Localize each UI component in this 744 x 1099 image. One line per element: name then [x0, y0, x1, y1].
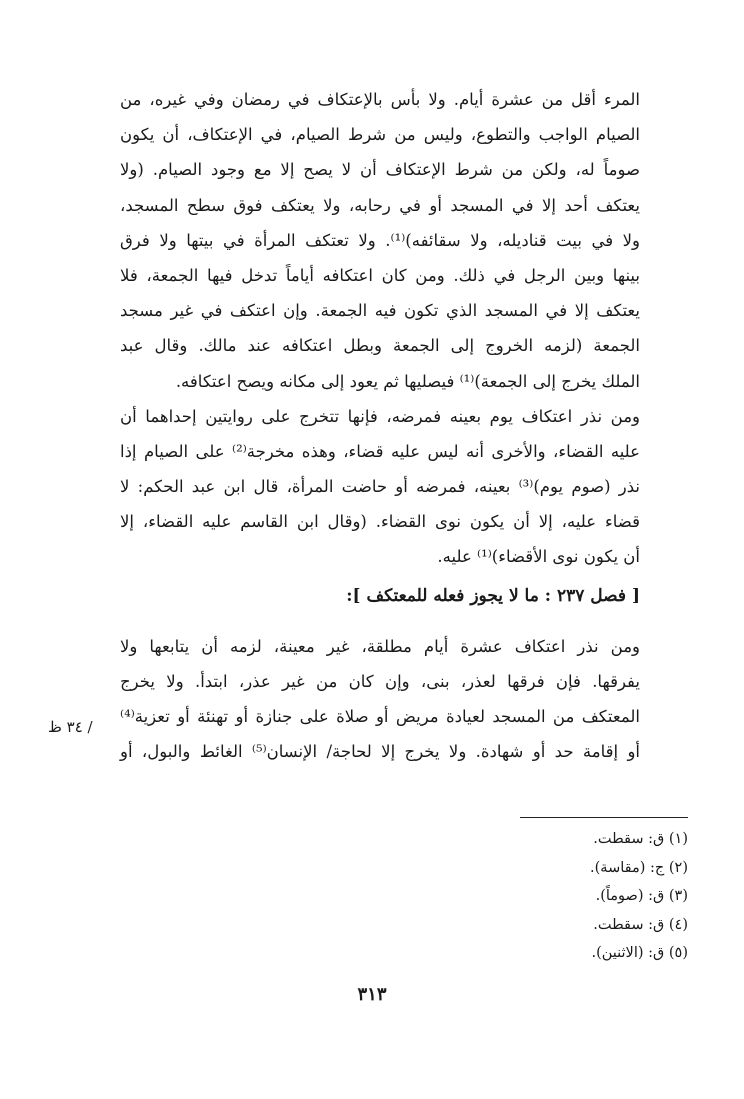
- page-number: ٣١٣: [357, 984, 387, 1005]
- footnote-item: (٤) ق: سقطت.: [593, 916, 688, 933]
- footnote-item: (٣) ق: (صوماً).: [595, 888, 688, 904]
- text-line: ومن نذر اعتكاف عشرة أيام مطلقة، غير معينة، لزمه أن يتابعها ولا: [120, 636, 640, 656]
- text-line: الجمعة (لزمه الخروج إلى الجمعة وبطل اعتكافه عند مالك. وقال عبد: [120, 336, 640, 356]
- footnote-item: (٢) ج: (مقاسة).: [590, 859, 688, 876]
- text-line: نذر (صوم يوم)⁽³⁾ بعينه، فمرضه أو حاضت المرأة، قال ابن عبد الحكم: لا: [120, 477, 640, 497]
- text-line: يعتكف أحد إلا في المسجد أو في رحابه، ولا يعتكف فوق سطح المسجد،: [120, 195, 640, 215]
- text-line: قضاء عليه، إلا أن يكون نوى القضاء. (وقال ابن القاسم عليه القضاء، إلا: [120, 512, 640, 532]
- text-line: عليه القضاء، والأخرى أنه ليس عليه قضاء، وهذه مخرجة⁽²⁾ على الصيام إذا: [120, 441, 640, 461]
- text-line: الملك يخرج إلى الجمعة)⁽¹⁾ فيصليها ثم يعود إلى مكانه ويصح اعتكافه.: [175, 371, 640, 391]
- paragraph-gap: [120, 615, 640, 629]
- text-line: يعتكف إلا في المسجد الذي تكون فيه الجمعة. وإن اعتكف في غير مسجد: [120, 301, 640, 321]
- footnote-item: (١) ق: سقطت.: [593, 831, 688, 847]
- text-line: بينها وبين الرجل في ذلك. ومن كان اعتكافه أياماً تدخل فيها الجمعة، فلا: [120, 265, 640, 285]
- text-line: صوماً له، ولكن من شرط الإعتكاف أن لا يصح إلا مع وجود الصيام. (ولا: [120, 160, 640, 180]
- section-heading: [ فصل ٢٣٧ : ما لا يجوز فعله للمعتكف ]:: [346, 585, 640, 606]
- footnotes: [488, 825, 688, 968]
- text-line: يفرقها. فإن فرقها لعذر، بنى، وإن كان من غير عذر، ابتدأ. ولا يخرج: [120, 671, 640, 691]
- text-line: ومن نذر اعتكاف يوم بعينه فمرضه، فإنها تتخرج على روايتين إحداهما أن: [120, 406, 640, 426]
- footnote-item: (٥) ق: (الاثنين).: [591, 945, 688, 961]
- text-line: ولا في بيت قناديله، ولا سقائفه)⁽¹⁾. ولا تعتكف المرأة في بيتها ولا فرق: [120, 230, 641, 250]
- main-text: [120, 82, 640, 769]
- text-line: المعتكف من المسجد لعيادة مريض أو صلاة على جنازة أو تهنئة أو تعزية⁽⁴⁾: [120, 707, 640, 726]
- footnote-divider: [520, 817, 688, 818]
- manuscript-folio-note: / ٣٤ ظ: [48, 718, 93, 736]
- text-line: الصيام الواجب والتطوع، وليس من شرط الصيام، في الإعتكاف، أن يكون: [120, 125, 640, 145]
- text-line: أن يكون نوى الأقضاء)⁽¹⁾ عليه.: [437, 547, 640, 567]
- text-line: المرء أقل من عشرة أيام. ولا بأس بالإعتكاف في رمضان وفي غيره، من: [120, 90, 640, 109]
- text-line: أو إقامة حد أو شهادة. ولا يخرج إلا لحاجة/ الإنسان⁽⁵⁾ الغائط والبول، أو: [120, 742, 641, 762]
